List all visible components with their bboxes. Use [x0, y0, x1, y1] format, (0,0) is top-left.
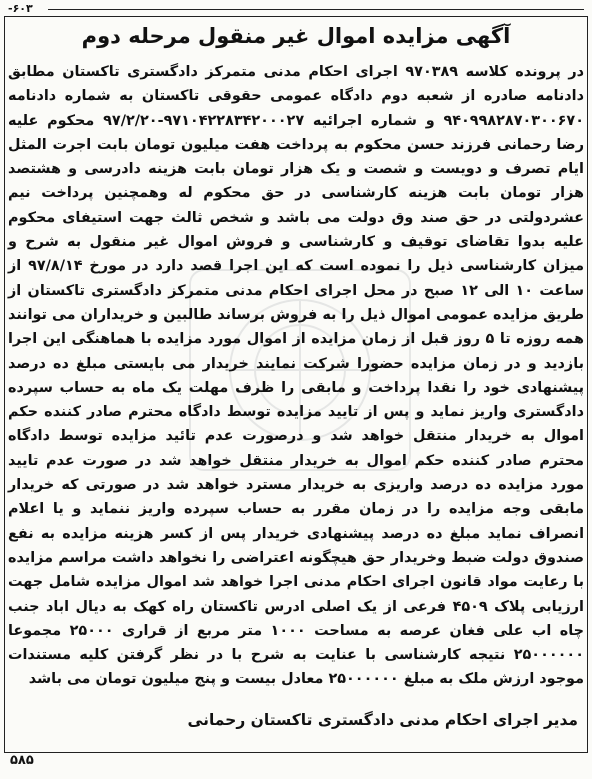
signature-line: مدیر اجرای احکام مدنی دادگستری تاکستان رحمانی: [187, 711, 578, 729]
reference-number: ۶۰۳-: [8, 2, 33, 15]
page-number: ۵۸۵: [10, 753, 34, 768]
notice-title: آگهی مزایده اموال غیر منقول مرحله دوم: [81, 24, 511, 48]
top-divider: [48, 9, 584, 10]
notice-body: در پرونده کلاسه ۹۷۰۳۸۹ اجرای احکام مدنی متمرکز دادگستری تاکستان مطابق دادنامه صادره از شعبه دوم دادگاه عمومی حقوقی تاکستان به شماره دادنامه ۹۴۰۹۹۸۲۸۷۰۳۰۰۶۷۰ و شماره اجرائیه ۹۷۱۰۴۲۲۸۳۴۲۰۰۰۲۷-۹۷/۲/۲۰ محکوم علیه رضا رحمانی فرزند حسن محکوم به پرداخت هفت میلیون تومان بابت اجرت المثل ایام تصرف و دویست و شصت و یک هزار تومان بابت هزینه دادرسی و هشتصد هزار تومان بابت هزینه کارشناسی در حق محکوم له وهمچنین پرداخت نیم عشردولتی در حق صند وق دولت می باشد و شخص ثالث جهت استیفای محکوم علیه بدوا تقاضای توقیف و کارشناسی و فروش اموال غیر منقول به شرح و میزان کارشناسی ذیل را نموده است که این اجرا قصد دارد در مورخ ۹۷/۸/۱۴ از ساعت ۱۰ الی ۱۲ صبح در محل اجرای احکام مدنی متمرکز دادگستری تاکستان از طریق مزایده عمومی اموال ذیل را به فروش برساند طالبین و خریداران می توانند همه روزه تا ۵ روز قبل از زمان مزایده از اموال مورد مزایده با هماهنگی این اجرا بازدید و در زمان مزایده حضورا شرکت نمایند خریدار می بایستی مبلغ ده درصد پیشنهادی خود را نقدا پرداخت و مابقی را ظرف مهلت یک ماه به حساب سپرده دادگستری واریز نماید و پس از تایید مزایده توسط دادگاه محترم صادر کننده حکم اموال به خریدار منتقل خواهد شد و درصورت عدم تائید مزایده توسط دادگاه محترم صادر کننده حکم اموال به خریدار منتقل خواهد شد در صورت عدم تایید مورد مزایده ده درصد واریزی به خریدار مسترد خواهد شد در صورتی که خریدار مابقی وجه مزایده را در زمان مقرر به حساب سپرده واریز ننماید و یا اعلام انصراف نماید مبلغ ده درصد پیشنهادی خریدار پس از کسر هزینه مزایده به نفع صندوق دولت ضبط وخریدار حق هیچگونه اعتراضی را نخواهد داشت مراسم مزایده با رعایت مواد قانون اجرای احکام مدنی اجرا خواهد شد اموال مزایده شامل جهت ارزیابی پلاک ۴۵۰۹ فرعی از یک اصلی ادرس تاکستان راه کهک به دیال اباد جنب چاه اب علی فغان عرصه به مساحت ۱۰۰۰ متر مربع از قراری ۲۵۰۰۰ مجموعا ۲۵۰۰۰۰۰۰ نتیجه کارشناسی با عنایت به شرح با در نظر گرفتن کلیه مستندات موجود ارزش ملک به مبلغ ۲۵۰۰۰۰۰۰ معادل بیست و پنج میلیون تومان می باشد: [8, 64, 585, 688]
